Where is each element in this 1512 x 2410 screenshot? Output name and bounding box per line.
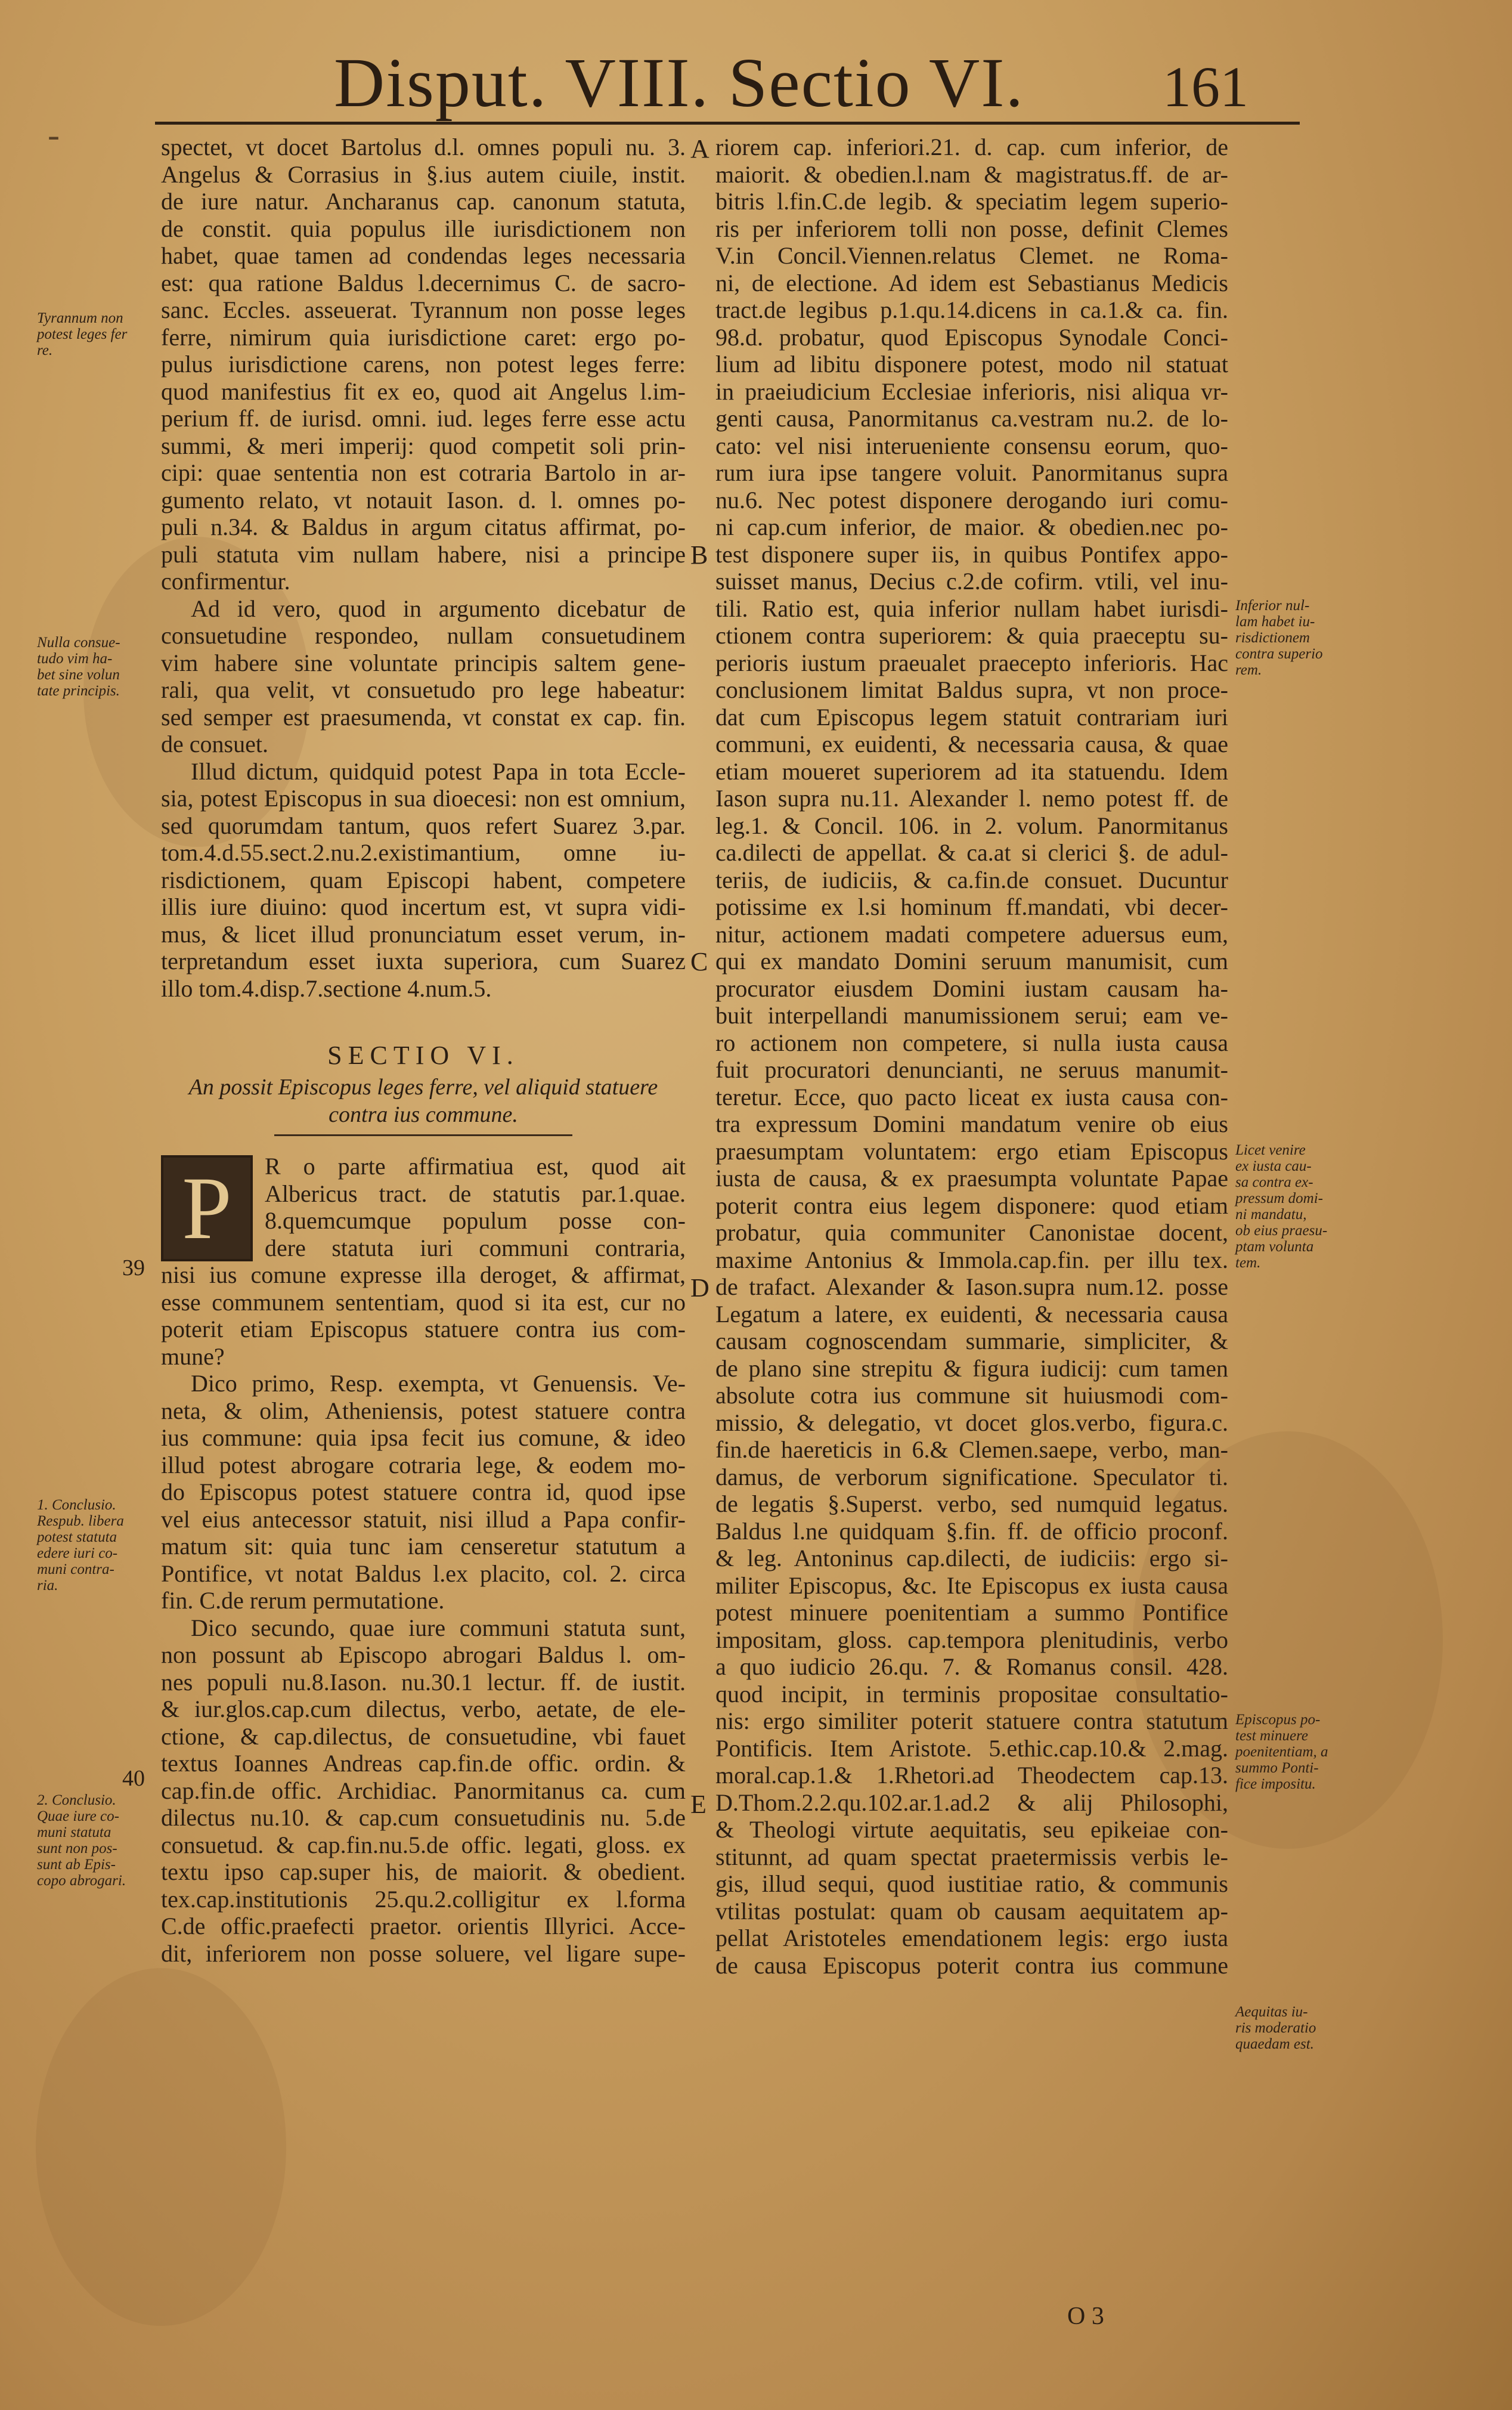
text-line: de trafact. Alexander & Iason.supra num.12. posse: [715, 1273, 1228, 1300]
margin-note-line: muni statuta: [37, 1824, 111, 1840]
margin-note-line: rem.: [1235, 662, 1262, 678]
text-line: impositam, gloss. cap.tempora plenitudinis, verbo: [715, 1626, 1228, 1653]
section-letter-b: B: [690, 540, 708, 570]
margin-note-line: Respub. libera: [37, 1513, 124, 1529]
text-line: Illud dictum, quidquid potest Papa in tota Eccle-: [191, 757, 686, 785]
text-line: teretur. Ecce, quo pacto liceat ex iusta causa con-: [715, 1083, 1228, 1110]
margin-note-inferior: [1235, 598, 1323, 678]
text-line: V.in Concil.Viennen.relatus Clemet. ne Roma-: [715, 242, 1228, 269]
margin-note-line: ex iusta cau-: [1235, 1158, 1312, 1174]
text-line: probatur, quia communiter Canonistae docent,: [715, 1219, 1228, 1246]
margin-note-line: Aequitas iu-: [1235, 2004, 1308, 2020]
text-line: rali, qua velit, vt consuetudo pro lege habeatur:: [161, 676, 686, 703]
text-line: moral.cap.1.& 1.Rhetori.ad Theodectem cap.13.: [715, 1762, 1228, 1789]
text-line: poterit etiam Episcopus statuere contra ius com-: [161, 1316, 686, 1342]
text-line: dere statuta iuri communi contraria,: [265, 1234, 686, 1261]
margin-note-line: muni contra-: [37, 1561, 114, 1577]
text-line: quod incipit, in terminis propositae consultatio-: [715, 1680, 1228, 1707]
left-column-text-bottom: [161, 1261, 686, 1967]
right-column: [715, 134, 1228, 1979]
margin-note-line: Nulla consue-: [37, 635, 120, 651]
text-line: de consuet.: [161, 731, 268, 757]
text-line: tract.de legibus p.1.qu.14.dicens in ca.1.& ca. fin.: [715, 296, 1228, 323]
text-line: teriis, de iudiciis, & ca.fin.de consuet. Ducuntur: [715, 866, 1228, 893]
margin-note-line: Tyrannum non: [37, 310, 123, 326]
text-line: pellat Aristoteles emendationem legis: ergo iusta: [715, 1925, 1228, 1951]
text-line: textu ipso cap.super his, de maiorit. & obedient.: [161, 1858, 686, 1885]
text-line: maxime Antonius & Immola.cap.fin. per illu tex.: [715, 1246, 1228, 1273]
text-line: mune?: [161, 1342, 225, 1370]
text-line: ni cap.cum inferior, de maior. & obedien.nec po-: [715, 513, 1228, 540]
text-line: sed quorumdam tantum, quos refert Suarez 3.par.: [161, 812, 686, 839]
text-line: consuetud. & cap.fin.nu.5.de offic. legati, gloss. ex: [161, 1831, 686, 1858]
margin-note-line: edere iuri co-: [37, 1545, 118, 1561]
text-line: missio, & delegatio, vt docet glos.verbo, figura.c.: [715, 1409, 1228, 1436]
section-heading: SECTIO VI.: [327, 1041, 519, 1070]
text-line: qui ex mandato Domini seruum manumisit, cum: [715, 948, 1228, 974]
margin-note-line: sunt ab Epis-: [37, 1857, 116, 1873]
text-line: & iur.glos.cap.cum dilectus, verbo, aetate, de ele-: [161, 1696, 686, 1722]
text-line: nes populi nu.8.Iason. nu.30.1 lectur. ff. de iustit.: [161, 1668, 686, 1696]
text-line: test disponere super iis, in quibus Pontifex appo-: [715, 540, 1228, 568]
margin-note-line: lam habet iu-: [1235, 614, 1315, 630]
text-line: mus, & licet illud pronunciatum esset verum, in-: [161, 920, 686, 948]
text-line: suisset manus, Decius c.2.de cofirm. vtili, vel inu-: [715, 568, 1228, 595]
text-line: cato: vel nisi interueniente consensu eorum, quo-: [715, 432, 1228, 459]
text-line: maiorit. & obedien.l.nam & magistratus.ff. de ar-: [715, 160, 1228, 188]
text-line: spectet, vt docet Bartolus d.l. omnes populi nu. 3.: [161, 134, 686, 160]
text-line: Iason supra nu.11. Alexander l. nemo potest ff. de: [715, 785, 1228, 812]
text-line: de legatis §.Superst. verbo, sed numquid legatus.: [715, 1490, 1228, 1517]
margin-note-line: potest leges fer: [37, 326, 128, 342]
margin-note-line: Episcopus po-: [1235, 1712, 1321, 1728]
margin-note-line: potest statuta: [37, 1529, 117, 1545]
text-line: Dico primo, Resp. exempta, vt Genuensis. Ve-: [191, 1370, 686, 1397]
text-line: Baldus l.ne quidquam §.fin. ff. de officio proconf.: [715, 1517, 1228, 1545]
text-line: perium ff. de iurisd. omni. iud. leges ferre esse actu: [161, 405, 686, 432]
text-line: & leg. Antoninus cap.dilecti, de iudiciis: ergo si-: [715, 1545, 1228, 1571]
text-line: Pontificis. Item Aristote. 5.ethic.cap.10.& 2.mag.: [715, 1734, 1228, 1762]
margin-note-line: test minuere: [1235, 1728, 1308, 1744]
text-line: a quo iudicio 26.qu. 7. & Romanus consil. 428.: [715, 1653, 1228, 1680]
text-line: fin.de haereticis in 6.& Clemen.saepe, verbo, man-: [715, 1436, 1228, 1463]
text-line: nisi ius comune expresse illa deroget, & affirmat,: [161, 1261, 686, 1288]
text-line: & Theologi virtute aequitatis, seu epikeiae con-: [715, 1816, 1228, 1843]
margin-note-line: tudo vim ha-: [37, 651, 113, 667]
text-line: est: qua ratione Baldus l.decernimus C. de sacro-: [161, 269, 686, 296]
margin-note-line: risdictionem: [1235, 630, 1310, 646]
text-line: genti causa, Panormitanus ca.vestram nu.2. de lo-: [715, 405, 1228, 432]
text-line: Legatum a latere, ex euidenti, & necessaria causa: [715, 1300, 1228, 1328]
dropcap-initial: P: [161, 1155, 253, 1261]
running-title: Disput. VIII. Sectio VI.: [334, 44, 1024, 122]
margin-note-conclusio-2: [37, 1792, 126, 1889]
text-line: Albericus tract. de statutis par.1.quae.: [265, 1180, 686, 1207]
section-gap: [161, 1002, 686, 1038]
text-line: D.Thom.2.2.qu.102.ar.1.ad.2 & alij Philosophi,: [715, 1789, 1228, 1816]
section-subtitle-line-2: contra ius commune.: [329, 1102, 518, 1127]
margin-note-line: tate principis.: [37, 683, 120, 699]
text-line: 98.d. probatur, quod Episcopus Synodale Conci-: [715, 323, 1228, 351]
text-line: lium ad libitu disponere potest, modo nil statuat: [715, 351, 1228, 378]
text-line: vel eius antecessor statuit, nisi illud a Papa confir-: [161, 1505, 686, 1533]
text-line: absolute cotra ius commune sit huiusmodi com-: [715, 1382, 1228, 1409]
margin-note-line: Inferior nul-: [1235, 598, 1310, 614]
paragraph-number-40: 40: [122, 1766, 145, 1791]
text-line: Angelus & Corrasius in §.ius autem ciuile, instit.: [161, 160, 686, 188]
margin-note-line: 2. Conclusio.: [37, 1792, 116, 1808]
text-line: summi, & meri imperij: quod competit soli prin-: [161, 432, 686, 459]
text-line: gumento relato, vt notauit Iason. d. l. omnes po-: [161, 486, 686, 513]
text-line: risdictionem, quam Episcopi habent, competere: [161, 866, 686, 893]
text-line: praesumptam voluntatem: ergo etiam Episcopus: [715, 1137, 1228, 1165]
margin-note-aequitas: [1235, 2004, 1316, 2052]
text-line: sed semper est praesumenda, vt constat ex cap. fin.: [161, 703, 686, 731]
section-letter-e: E: [690, 1790, 707, 1819]
text-line: leg.1. & Concil. 106. in 2. volum. Panormitanus: [715, 812, 1228, 839]
text-line: de plano sine strepitu & figura iudicij: cum tamen: [715, 1354, 1228, 1382]
margin-note-line: 1. Conclusio.: [37, 1497, 116, 1513]
text-line: habet, quae tamen ad condendas leges necessaria: [161, 242, 686, 269]
margin-note-line: sunt non pos-: [37, 1840, 117, 1857]
margin-note-line: ni mandatu,: [1235, 1206, 1307, 1223]
text-line: do Episcopus potest statuere contra id, quod ipse: [161, 1478, 686, 1505]
text-line: tex.cap.institutionis 25.qu.2.colligitur ex l.forma: [161, 1885, 686, 1913]
text-line: confirmentur.: [161, 568, 290, 595]
margin-note-episcopus: [1235, 1712, 1328, 1792]
text-line: rum iura ipse tangere voluit. Panormitanus supra: [715, 459, 1228, 486]
text-line: ca.dilecti de appellat. & ca.at si clerici §. de adul-: [715, 839, 1228, 866]
left-column: [161, 134, 686, 1967]
margin-note-line: Quae iure co-: [37, 1808, 119, 1824]
margin-note-line: copo abrogari.: [37, 1873, 126, 1889]
text-line: esse communem sententiam, quod si ita est, cur no: [161, 1288, 686, 1316]
text-line: dat cum Episcopus legem statuit contrariam iuri: [715, 703, 1228, 731]
text-line: illis iure diuino: quod incertum est, vt supra vidi-: [161, 893, 686, 920]
dropcap-paragraph: [161, 1153, 686, 1261]
text-line: perioris iustum praeualet praecepto inferioris. Hac: [715, 649, 1228, 676]
margin-note-line: ria.: [37, 1577, 58, 1594]
text-line: de constit. quia populus ille iurisdictionem non: [161, 215, 686, 242]
margin-note-line: contra superio: [1235, 646, 1323, 662]
text-line: C.de offic.praefecti praetor. orientis Illyrici. Acce-: [161, 1913, 686, 1939]
text-line: vtilitas postulat: quam ob causam aequitatem ap-: [715, 1897, 1228, 1925]
text-line: vim habere sine voluntate principis saltem gene-: [161, 649, 686, 676]
text-line: R o parte affirmatiua est, quod ait: [265, 1153, 686, 1180]
text-line: ctionem contra superiorem: & quia praeceptu su-: [715, 622, 1228, 649]
text-line: puli statuta vim nullam habere, nisi a principe: [161, 540, 686, 568]
text-line: militer Episcopus, &c. Ite Episcopus ex iusta causa: [715, 1571, 1228, 1599]
margin-note-line: tem.: [1235, 1255, 1261, 1271]
text-line: fuit procuratori denuncianti, ne seruus manumit-: [715, 1056, 1228, 1083]
text-line: Dico secundo, quae iure communi statuta sunt,: [191, 1614, 686, 1641]
text-line: nu.6. Nec potest disponere derogando iuri comu-: [715, 486, 1228, 513]
text-line: neta, & olim, Atheniensis, potest statuere contra: [161, 1397, 686, 1424]
text-line: etiam moueret superiorem ad ita statuendu. Idem: [715, 757, 1228, 785]
text-line: ris per inferiorem tolli non posse, definit Clemes: [715, 215, 1228, 242]
text-line: iusta de causa, & ex praesumpta voluntate Papae: [715, 1165, 1228, 1192]
header-rule: [155, 122, 1300, 125]
text-line: sia, potest Episcopus in sua dioecesi: non est omnium,: [161, 785, 686, 812]
text-line: riorem cap. inferiori.21. d. cap. cum inferior, de: [715, 134, 1228, 160]
text-line: cap.fin.de offic. Archidiac. Panormitanus ca. cum: [161, 1777, 686, 1804]
text-line: ferre, nimirum quia iurisdictione caret: ergo po-: [161, 323, 686, 351]
left-column-text-top: [161, 134, 686, 1002]
text-line: procurator eiusdem Domini iustam causam ha-: [715, 974, 1228, 1002]
margin-note-licet-venire: [1235, 1142, 1327, 1271]
text-line: 8.quemcumque populum posse con-: [265, 1207, 686, 1234]
section-rule: [274, 1134, 572, 1136]
text-line: damus, de verborum significatione. Speculator ti.: [715, 1463, 1228, 1490]
text-line: stitunnt, ad quam spectat praetermissis verbis le-: [715, 1843, 1228, 1870]
margin-note-line: re.: [37, 342, 53, 358]
text-line: tili. Ratio est, quia inferior nullam habet iurisdi-: [715, 595, 1228, 622]
margin-note-line: Licet venire: [1235, 1142, 1306, 1158]
text-line: nis: ergo similiter poterit statuere contra statutum: [715, 1707, 1228, 1734]
paragraph-number-39: 39: [122, 1255, 145, 1280]
corner-mark: -: [48, 115, 60, 154]
text-line: sanc. Eccles. asseuerat. Tyrannum non posse leges: [161, 296, 686, 323]
text-line: matum sit: quia tunc iam censeretur statutum a: [161, 1533, 686, 1560]
section-letter-c: C: [690, 947, 708, 976]
text-line: de causa Episcopus poterit contra ius commune: [715, 1951, 1228, 1979]
page-number: 161: [1163, 55, 1248, 119]
text-line: Pontifice, vt notat Baldus l.ex placito, col. 2. circa: [161, 1560, 686, 1587]
text-line: potest minuere poenitentiam a summo Pontifice: [715, 1599, 1228, 1626]
text-line: gis, illud sequi, quod iustitiae ratio, & communis: [715, 1870, 1228, 1897]
margin-note-line: poenitentiam, a: [1235, 1744, 1328, 1760]
text-line: quod manifestius fit ex eo, quod ait Angelus l.im-: [161, 378, 686, 405]
margin-note-line: sa contra ex-: [1235, 1174, 1313, 1190]
text-line: puli n.34. & Baldus in argum citatus affirmat, po-: [161, 513, 686, 540]
text-line: de iure natur. Ancharanus cap. canonum statuta,: [161, 188, 686, 215]
margin-note-conclusio-1: [37, 1497, 124, 1594]
margin-note-line: ob eius praesu-: [1235, 1223, 1328, 1239]
text-line: potissime ex l.si hominum ff.mandati, vbi decer-: [715, 893, 1228, 920]
text-line: fin. C.de rerum permutatione.: [161, 1587, 445, 1614]
text-line: illo tom.4.disp.7.sectione 4.num.5.: [161, 974, 492, 1002]
text-line: ius commune: quia ipsa fecit ius comune, & ideo: [161, 1424, 686, 1451]
text-line: in praeiudicium Ecclesiae inferioris, nisi aliqua vr-: [715, 378, 1228, 405]
text-line: consuetudine respondeo, nullam consuetudinem: [161, 622, 686, 649]
text-line: communi, ex euidenti, & necessaria causa, & quae: [715, 731, 1228, 757]
text-line: textus Ioannes Andreas cap.fin.de offic. ordin. &: [161, 1750, 686, 1777]
section-subtitle-line-1: An possit Episcopus leges ferre, vel aliquid statuere: [188, 1075, 658, 1100]
text-line: cipi: quae sententia non est cotraria Bartolo in ar-: [161, 459, 686, 486]
text-line: buit interpellandi manumissionem serui; eam ve-: [715, 1002, 1228, 1029]
margin-note-line: bet sine volun: [37, 667, 120, 683]
margin-note-tyrannum: [37, 310, 127, 358]
margin-note-line: ris moderatio: [1235, 2020, 1316, 2036]
margin-note-line: ptam volunta: [1235, 1239, 1314, 1255]
text-line: tom.4.d.55.sect.2.nu.2.existimantium, omne iu-: [161, 839, 686, 866]
text-line: causam cognoscendam summarie, simpliciter, &: [715, 1328, 1228, 1354]
text-line: ni, de electione. Ad idem est Sebastianus Medicis: [715, 269, 1228, 296]
text-line: ctione, & cap.dilectus, de consuetudine, vbi fauet: [161, 1722, 686, 1750]
text-line: illud potest abrogare cotraria lege, & eodem mo-: [161, 1451, 686, 1478]
text-line: non possunt ab Episcopo abrogari Baldus l. om-: [161, 1641, 686, 1668]
text-line: ro actionem non competere, si nulla iusta causa: [715, 1029, 1228, 1056]
text-line: bitris l.fin.C.de legib. & speciatim legem superio-: [715, 188, 1228, 215]
margin-note-line: pressum domi-: [1235, 1190, 1323, 1206]
margin-note-nulla-consuetudo: [37, 635, 120, 699]
text-line: conclusionem limitat Baldus supra, vt non proce-: [715, 676, 1228, 703]
text-line: Ad id vero, quod in argumento dicebatur de: [191, 595, 686, 622]
text-line: poterit contra eius legem disponere: quod etiam: [715, 1192, 1228, 1219]
text-line: nitur, actionem madati competere aduersus eum,: [715, 920, 1228, 948]
margin-note-line: fice impositu.: [1235, 1776, 1316, 1792]
margin-note-line: summo Ponti-: [1235, 1760, 1319, 1776]
text-line: dit, inferiorem non posse soluere, vel ligare supe-: [161, 1939, 686, 1967]
text-line: terpretandum esset iuxta superiora, cum Suarez: [161, 948, 686, 974]
section-letter-d: D: [690, 1273, 709, 1303]
signature-mark: O 3: [1067, 2303, 1104, 2330]
text-line: tra expressum Domini mandatum venire ob eius: [715, 1110, 1228, 1137]
margin-note-line: quaedam est.: [1235, 2036, 1314, 2052]
text-line: dilectus nu.10. & cap.cum consuetudinis nu. 5.de: [161, 1804, 686, 1831]
text-line: pulus iurisdictione carens, non potest leges ferre:: [161, 351, 686, 378]
section-letter-a: A: [690, 134, 709, 163]
paper-stain: [36, 1968, 286, 2326]
